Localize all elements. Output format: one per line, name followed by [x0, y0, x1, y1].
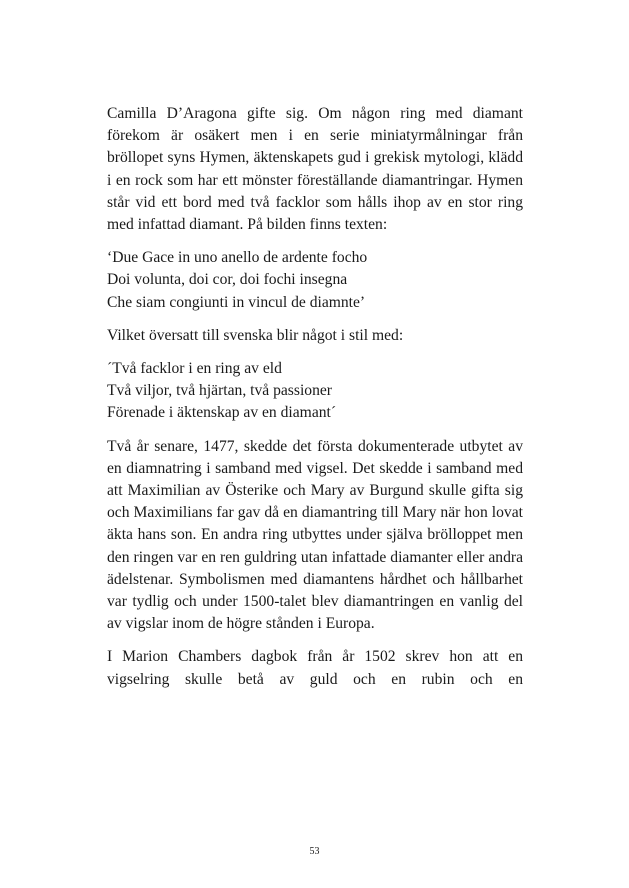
verse-line: Che siam congiunti in vincul de diamnte’	[107, 293, 366, 311]
paragraph-4: I Marion Chambers dagbok från år 1502 skrev hon att en vigselring skulle betå av guld och en rubin och en	[107, 648, 523, 688]
paragraph-3: Två år senare, 1477, skedde det första dokumenterade utbytet av en diamnatring i samband med vigsel. Det skedde i samband med att Maximilian av Österike och Mary av Burgund skulle gifta sig och Maximilians far gav då en diamantring till Mary när hon lovat äkta hans son. En andra ring utbyttes under själva brölloppet men den ringen var en ren guldring utan infattade diamanter eller andra ädelstenar. Symbolismen med diamantens hårdhet och hållbarhet var tydlig och under 1500-talet blev diamantringen en vanlig del av vigslar inom de högre stånden i Europa.	[107, 437, 523, 633]
verse-line: Doi volunta, doi cor, doi fochi insegna	[107, 271, 348, 289]
paragraph-1: Camilla D’Aragona gifte sig. Om någon ring med diamant förekom är osäkert men i en serie miniatyrmålningar från bröllopet syns Hymen, äktenskapets gud i grekisk mytologi, klädd i en rock som har ett mönster föreställande diamantringar. Hymen står vid ett bord med två facklor som hålls ihop av en stor ring med infattad diamant. På bilden finns texten:	[107, 105, 523, 234]
swedish-verse	[107, 358, 523, 425]
page-number: 53	[309, 846, 320, 857]
paragraph-2: Vilket översatt till svenska blir något i stil med:	[107, 326, 404, 344]
verse-line: Två viljor, två hjärtan, två passioner	[107, 382, 332, 400]
verse-line: ‘Due Gace in uno anello de ardente focho	[107, 249, 368, 267]
body-text	[107, 103, 523, 702]
italian-verse	[107, 247, 523, 314]
verse-line: Förenade i äktenskap av en diamant´	[107, 404, 337, 422]
verse-line: ´Två facklor i en ring av eld	[107, 360, 282, 378]
